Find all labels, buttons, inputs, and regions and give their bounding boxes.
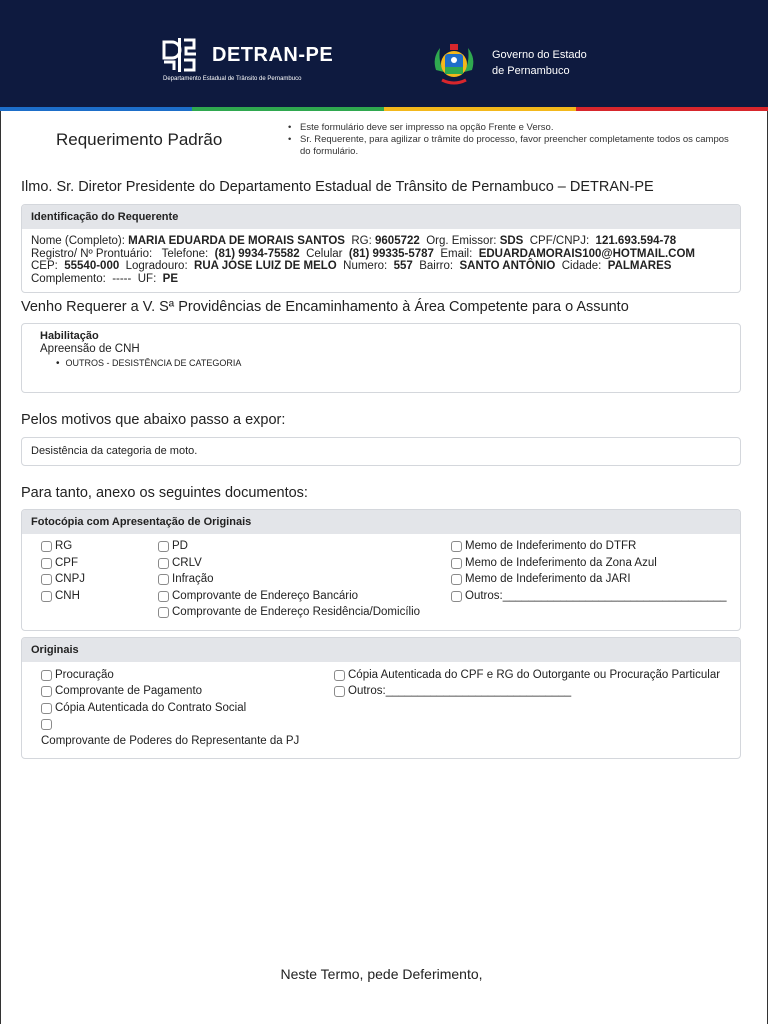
addressee-heading: Ilmo. Sr. Diretor Presidente do Departamento Estadual de Trânsito de Pernambuco – DETRAN-PE (21, 179, 654, 195)
assunto-section (21, 323, 741, 393)
checkbox-endereco-residencia[interactable] (158, 606, 420, 618)
cidade-label: Cidade: (561, 260, 602, 272)
cep-value: 55540-000 (64, 260, 120, 272)
registro-label: Registro/ Nº Prontuário: (31, 247, 153, 260)
checkbox-box[interactable] (41, 541, 52, 552)
checkbox-contrato-social[interactable] (41, 702, 246, 714)
assunto-details (22, 324, 740, 377)
checkbox-cnh[interactable] (41, 590, 80, 602)
checkbox-outros-originais[interactable] (334, 685, 571, 697)
checkbox-box[interactable] (451, 591, 462, 602)
checkbox-box[interactable] (41, 574, 52, 585)
cep-label: CEP: (31, 260, 58, 272)
checkbox-pd[interactable] (158, 540, 188, 552)
checkbox-endereco-bancario[interactable] (158, 590, 358, 602)
celular-label: Celular (306, 247, 343, 260)
nome-value: MARIA EDUARDA DE MORAIS SANTOS (128, 235, 345, 247)
numero-label: Numero: (343, 260, 388, 272)
checkbox-outros-fotocopia[interactable] (451, 590, 727, 602)
checkbox-box[interactable] (41, 719, 52, 730)
checkbox-poderes-representante[interactable] (41, 719, 55, 730)
numero-value: 557 (393, 260, 413, 272)
documentos-heading: Para tanto, anexo os seguintes documentos: (21, 485, 308, 501)
checkbox-box[interactable] (451, 541, 462, 552)
checkbox-box[interactable] (158, 541, 169, 552)
gov-line-1: Governo do Estado (492, 49, 587, 61)
motivos-section (21, 437, 741, 466)
form-notes (286, 122, 731, 158)
checkbox-box[interactable] (158, 591, 169, 602)
detran-logo (160, 36, 200, 74)
note-item: • Este formulário deve ser impresso na opção Frente e Verso. (286, 122, 731, 134)
assunto-heading: Venho Requerer a V. Sª Providências de Encaminhamento à Área Competente para o Assunto (21, 299, 629, 315)
checkbox-procuracao[interactable] (41, 669, 114, 681)
assunto-item: • OUTROS - DESISTÊNCIA DE CATEGORIA (56, 357, 722, 371)
checkbox-box[interactable] (41, 558, 52, 569)
pernambuco-crest-icon (430, 40, 478, 88)
checkbox-box[interactable] (158, 558, 169, 569)
checkbox-label: RG (55, 540, 73, 552)
checkbox-label: Comprovante de Endereço Residência/Domicílio (172, 606, 421, 618)
requerente-details (22, 229, 740, 291)
checkbox-cpf[interactable] (41, 557, 78, 569)
logradouro-value: RUA JOSE LUIZ DE MELO (194, 260, 337, 272)
nome-label: Nome (Completo): (31, 235, 125, 247)
checkbox-label: Memo de Indeferimento da JARI (465, 573, 631, 585)
celular-value: (81) 99335-5787 (348, 247, 434, 260)
fotocopia-section-title: Fotocópia com Apresentação de Originais (22, 510, 740, 534)
assunto-itens (56, 357, 722, 371)
checkbox-label: CPF (55, 557, 78, 569)
motivos-heading: Pelos motivos que abaixo passo a expor: (21, 412, 286, 428)
checkbox-label: Cópia Autenticada do CPF e RG do Outorgante ou Procuração Particular (348, 669, 721, 681)
orgao-value: SDS (499, 235, 524, 247)
checkbox-box[interactable] (158, 607, 169, 618)
checkbox-label: CNPJ (55, 573, 86, 585)
checkbox-label: Comprovante de Pagamento (55, 685, 203, 697)
checkbox-copia-cpf-rg-outorgante[interactable] (334, 669, 720, 681)
checkbox-box[interactable] (451, 558, 462, 569)
form-title: Requerimento Padrão (56, 130, 223, 149)
checkbox-box[interactable] (334, 670, 345, 681)
poderes-representante-label: Comprovante de Poderes do Representante da PJ (41, 735, 300, 747)
bairro-label: Bairro: (419, 260, 454, 272)
rg-value: 9605722 (375, 235, 420, 247)
orgao-label: Org. Emissor: (426, 235, 497, 247)
page-header (0, 0, 768, 107)
gov-line-2: de Pernambuco (492, 65, 570, 77)
checkbox-memo-dtfr[interactable] (451, 540, 636, 552)
uf-label: UF: (137, 272, 157, 285)
checkbox-label: Infração (172, 573, 214, 585)
logradouro-label: Logradouro: (125, 260, 188, 272)
checkbox-box[interactable] (41, 670, 52, 681)
checkbox-comprovante-pagamento[interactable] (41, 685, 202, 697)
checkbox-label: CRLV (172, 557, 202, 569)
checkbox-label: PD (172, 540, 188, 552)
requerente-line-3 (31, 260, 731, 273)
cpf-label: CPF/CNPJ: (529, 235, 590, 247)
complemento-label: Complemento: (31, 272, 106, 285)
checkbox-label: Outros:___________________________________ (465, 590, 727, 602)
brand-title: DETRAN-PE (212, 44, 334, 66)
cpf-value: 121.693.594-78 (595, 235, 677, 247)
brand-subtitle: Departamento Estadual de Trânsito de Pernambuco (163, 76, 302, 82)
cidade-value: PALMARES (607, 260, 672, 272)
originais-section-title: Originais (22, 638, 740, 662)
checkbox-memo-zona-azul[interactable] (451, 557, 657, 569)
complemento-value: ----- (112, 272, 132, 285)
checkbox-box[interactable] (334, 686, 345, 697)
checkbox-box[interactable] (41, 703, 52, 714)
checkbox-label: Cópia Autenticada do Contrato Social (55, 702, 247, 714)
assunto-categoria: Habilitação (40, 330, 99, 342)
email-value: EDUARDAMORAIS100@HOTMAIL.COM (478, 247, 695, 260)
checkbox-cnpj[interactable] (41, 573, 85, 585)
checkbox-label: Memo de Indeferimento do DTFR (465, 540, 637, 552)
email-label: Email: (440, 247, 473, 260)
requerente-section (21, 204, 741, 293)
detran-logo-icon (160, 36, 200, 74)
government-name (492, 47, 587, 79)
motivos-text: Desistência da categoria de moto. (31, 445, 198, 457)
checkbox-label: CNH (55, 590, 80, 602)
closing-text: Neste Termo, pede Deferimento, (280, 966, 483, 982)
checkbox-box[interactable] (41, 686, 52, 697)
checkbox-label: Memo de Indeferimento da Zona Azul (465, 557, 657, 569)
checkbox-box[interactable] (451, 574, 462, 585)
checkbox-box[interactable] (158, 574, 169, 585)
rg-label: RG: (351, 235, 372, 247)
bairro-value: SANTO ANTÔNIO (459, 260, 556, 272)
checkbox-label: Comprovante de Endereço Bancário (172, 590, 359, 602)
note-item: • Sr. Requerente, para agilizar o trâmite do processo, favor preencher completamente todos os campos do formulário. (286, 134, 731, 158)
checkbox-infracao[interactable] (158, 573, 214, 585)
telefone-value: (81) 9934-75582 (214, 247, 300, 260)
requerente-line-1 (31, 235, 731, 248)
requerente-line-4 (31, 273, 731, 286)
requerente-section-title: Identificação do Requerente (22, 205, 740, 229)
telefone-label: Telefone: (161, 247, 209, 260)
checkbox-label: Procuração (55, 669, 114, 681)
checkbox-crlv[interactable] (158, 557, 202, 569)
checkbox-memo-jari[interactable] (451, 573, 631, 585)
checkbox-label: Outros:_____________________________ (348, 685, 572, 697)
uf-value: PE (162, 272, 178, 285)
requerente-line-2 (31, 248, 731, 261)
assunto-servico: Apreensão de CNH (40, 342, 140, 355)
checkbox-box[interactable] (41, 591, 52, 602)
checkbox-rg[interactable] (41, 540, 72, 552)
